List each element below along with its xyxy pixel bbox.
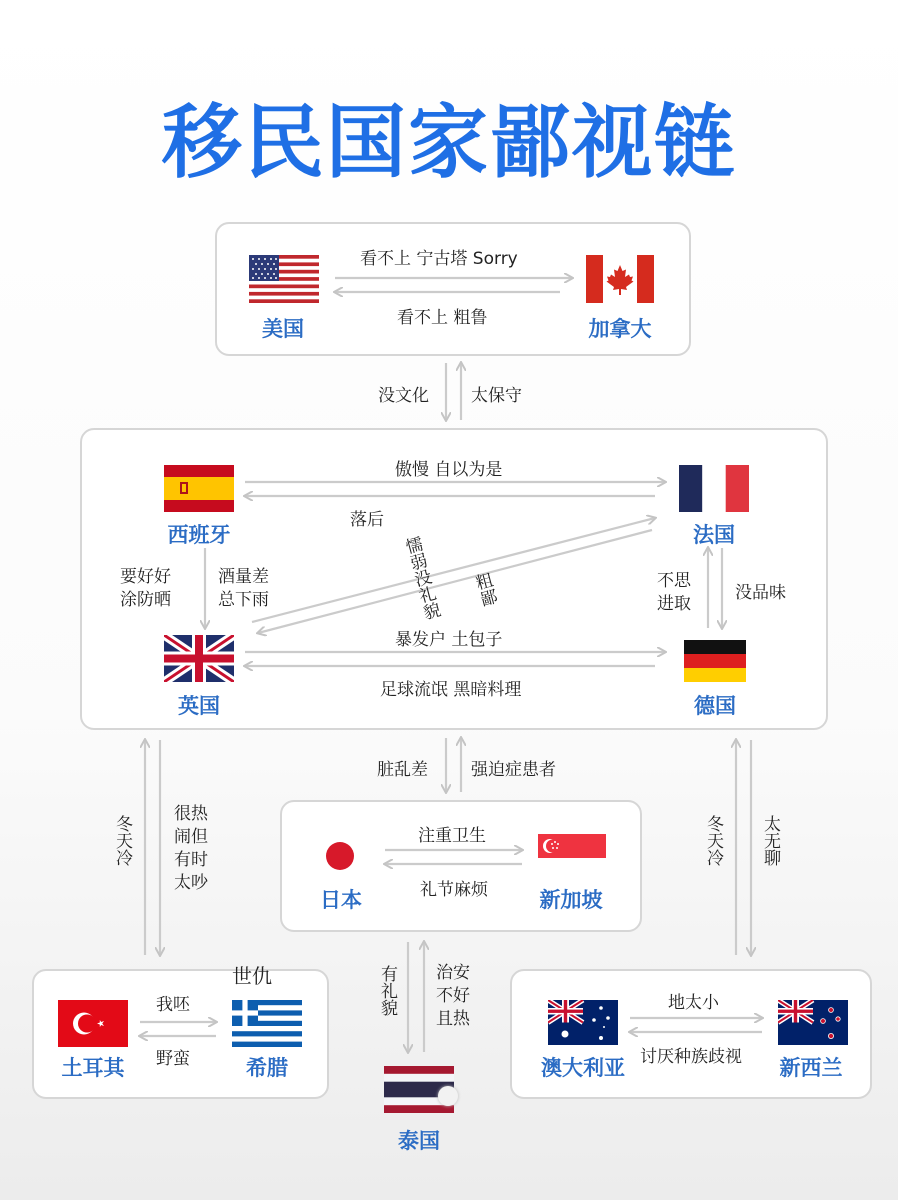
relation-aus-to-nz: 地太小 <box>668 993 719 1013</box>
relation-spain-uk-right: 酒量差 总下雨 <box>218 567 269 610</box>
country-name-uk: 英国 <box>178 694 220 718</box>
relation-greece-to-turkey: 野蛮 <box>156 1049 190 1069</box>
greece-flag-icon <box>232 1000 302 1047</box>
country-name-canada: 加拿大 <box>588 317 652 341</box>
relation-diagonal-lower-text: 粗鄙 <box>470 570 499 609</box>
country-name-france: 法国 <box>693 523 735 547</box>
relation-france-germany-left: 不思 进取 <box>657 571 691 614</box>
country-name-newzealand: 新西兰 <box>779 1056 843 1080</box>
relation-right-vertical-a: 冬天冷 <box>703 815 723 866</box>
australia-flag-icon <box>548 1000 618 1045</box>
france-flag-icon <box>679 465 749 512</box>
country-name-spain: 西班牙 <box>167 523 231 547</box>
relation-top-down: 没文化 <box>378 386 429 406</box>
relation-thai-left: 有礼貌 <box>377 965 397 1016</box>
relation-japan-to-singapore: 注重卫生 <box>418 826 486 846</box>
relation-france-to-spain: 落后 <box>350 510 384 530</box>
relation-usa-to-canada: 看不上 宁古塔 Sorry <box>360 249 518 269</box>
country-name-greece: 希腊 <box>246 1056 288 1080</box>
uk-flag-icon <box>164 635 234 682</box>
relation-france-germany-right: 没品味 <box>735 583 786 603</box>
relation-canada-to-usa: 看不上 粗鲁 <box>397 308 488 328</box>
page-title: 移民国家鄙视链 <box>162 96 736 189</box>
relation-spain-to-france: 傲慢 自以为是 <box>395 460 503 480</box>
country-name-turkey: 土耳其 <box>61 1056 125 1080</box>
relation-mid-up: 强迫症患者 <box>471 760 556 780</box>
newzealand-flag-icon <box>778 1000 848 1045</box>
relation-singapore-to-japan: 礼节麻烦 <box>420 880 488 900</box>
relation-nz-to-aus: 讨厌种族歧视 <box>640 1047 742 1067</box>
spain-flag-icon <box>164 465 234 512</box>
country-name-germany: 德国 <box>694 694 736 718</box>
decorative-dot <box>438 1086 458 1106</box>
country-name-thailand: 泰国 <box>398 1129 440 1153</box>
turkey-flag-icon <box>58 1000 128 1047</box>
germany-flag-icon <box>684 640 746 682</box>
relation-spain-uk-left: 要好好 涂防晒 <box>120 567 171 610</box>
relation-diagonal-upper-text: 懦弱没礼貌 <box>400 534 442 623</box>
country-name-singapore: 新加坡 <box>539 888 603 912</box>
relation-thai-right: 治安 不好 且热 <box>436 963 470 1029</box>
country-name-australia: 澳大利亚 <box>541 1056 625 1080</box>
relation-right-vertical-b: 太无聊 <box>760 815 780 866</box>
relation-feud: 世仇 <box>232 964 272 988</box>
relation-turkey-to-greece: 我呸 <box>156 995 190 1015</box>
singapore-flag-icon <box>538 834 606 858</box>
country-name-japan: 日本 <box>320 888 362 912</box>
relation-uk-to-germany: 暴发户 土包子 <box>395 630 503 650</box>
relation-left-vertical-a: 冬天冷 <box>112 815 132 866</box>
relation-mid-down: 脏乱差 <box>377 760 428 780</box>
relation-top-up: 太保守 <box>471 386 522 406</box>
country-name-usa: 美国 <box>262 317 304 341</box>
usa-flag-icon <box>249 255 319 303</box>
relation-germany-to-uk: 足球流氓 黑暗料理 <box>380 680 522 700</box>
relation-left-vertical-b: 很热 闹但 有时 太吵 <box>174 804 208 893</box>
canada-flag-icon <box>586 255 654 303</box>
japan-flag-icon <box>324 840 356 872</box>
